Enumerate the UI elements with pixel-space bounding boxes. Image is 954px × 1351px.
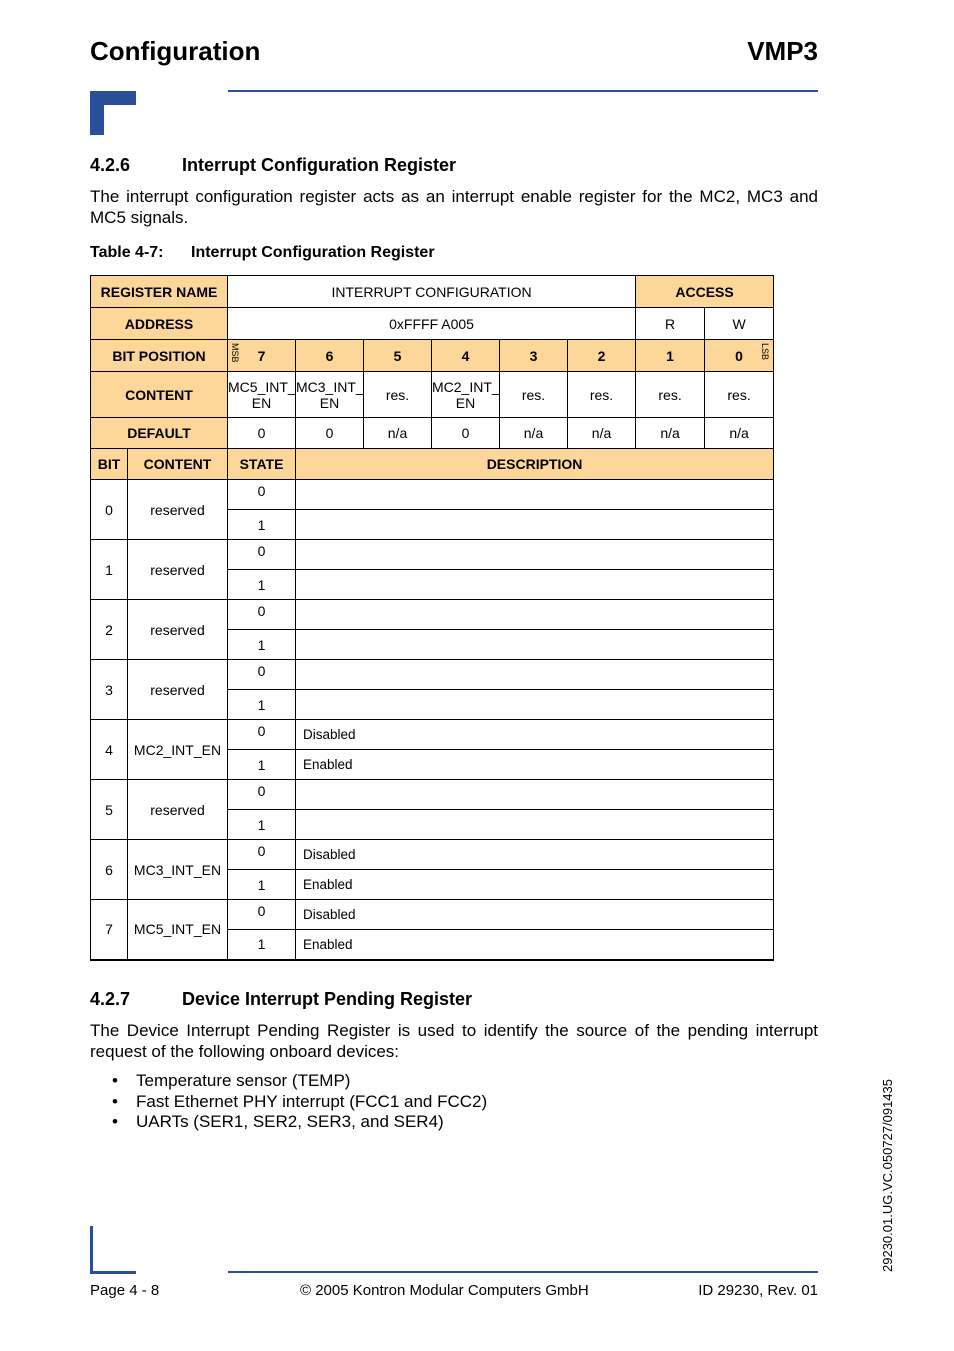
default-bit-6: 0 xyxy=(296,418,364,449)
bit-number: 1 xyxy=(91,540,128,600)
content-bit-1: res. xyxy=(636,372,705,418)
description-1: Enabled xyxy=(296,870,774,900)
description-0 xyxy=(296,660,774,690)
content-bit-2: res. xyxy=(568,372,636,418)
content-label: CONTENT xyxy=(91,372,228,418)
content-bit-5: res. xyxy=(364,372,432,418)
state-0: 0 xyxy=(228,720,296,750)
state-0: 0 xyxy=(228,480,296,510)
bit-content: MC2_INT_EN xyxy=(128,720,228,780)
bit-position-label: BIT POSITION xyxy=(91,340,228,372)
bit-rows xyxy=(91,480,774,960)
section-number-2: 4.2.7 xyxy=(90,989,131,1009)
register-table xyxy=(90,275,774,961)
list-item: • UARTs (SER1, SER2, SER3, and SER4) xyxy=(112,1112,487,1133)
default-bit-2: n/a xyxy=(568,418,636,449)
bit-content: reserved xyxy=(128,480,228,540)
list-item: • Temperature sensor (TEMP) xyxy=(112,1071,487,1092)
address-value: 0xFFFF A005 xyxy=(228,308,636,340)
state-1: 1 xyxy=(228,510,296,540)
state-0: 0 xyxy=(228,900,296,930)
table-row xyxy=(91,660,774,690)
bit-number: 2 xyxy=(91,600,128,660)
register-name-label: REGISTER NAME xyxy=(91,276,228,308)
chapter-title: Configuration xyxy=(90,36,261,66)
content-bit-4: MC2_INT_ EN xyxy=(432,372,500,418)
bit-5: 5 xyxy=(364,340,432,372)
state-1: 1 xyxy=(228,810,296,840)
document-code: 29230.01.UG.VC.050727/091435 xyxy=(880,1079,895,1272)
bit-content: reserved xyxy=(128,780,228,840)
description-1 xyxy=(296,690,774,720)
content-bit-0: res. xyxy=(705,372,774,418)
col-state-header: STATE xyxy=(228,449,296,480)
bit-content: reserved xyxy=(128,600,228,660)
table-row xyxy=(91,540,774,570)
header-rule xyxy=(228,90,818,92)
table-row xyxy=(91,900,774,930)
section-heading-2 xyxy=(90,989,472,1010)
col-description-header: DESCRIPTION xyxy=(296,449,774,480)
state-0: 0 xyxy=(228,840,296,870)
bit-7 xyxy=(228,340,296,372)
description-0: Disabled xyxy=(296,900,774,930)
bit-number: 7 xyxy=(91,900,128,960)
footer-corner-vertical xyxy=(90,1226,93,1274)
footer-rule xyxy=(228,1271,818,1273)
register-name: INTERRUPT CONFIGURATION xyxy=(228,276,636,308)
device-list xyxy=(112,1071,487,1133)
description-0 xyxy=(296,600,774,630)
bit-content: MC3_INT_EN xyxy=(128,840,228,900)
table-row xyxy=(91,720,774,750)
state-1: 1 xyxy=(228,870,296,900)
description-1 xyxy=(296,630,774,660)
bit-number: 3 xyxy=(91,660,128,720)
corner-mark-vertical xyxy=(90,91,104,135)
state-1: 1 xyxy=(228,930,296,960)
state-0: 0 xyxy=(228,660,296,690)
section-title: Interrupt Configuration Register xyxy=(182,155,456,175)
bit-number: 6 xyxy=(91,840,128,900)
product-name: VMP3 xyxy=(747,36,818,66)
state-1: 1 xyxy=(228,690,296,720)
state-0: 0 xyxy=(228,540,296,570)
access-read: R xyxy=(636,308,705,340)
section-body: The interrupt configuration register acts as an interrupt enable register for the MC2, MC3 and MC5 signals. xyxy=(90,187,818,227)
description-0 xyxy=(296,480,774,510)
lsb-label: LSB xyxy=(760,343,771,361)
table-row xyxy=(91,480,774,510)
address-label: ADDRESS xyxy=(91,308,228,340)
table-row xyxy=(91,840,774,870)
bit-0-label: 0 xyxy=(735,347,743,364)
content-bit-7: MC5_INT_ EN xyxy=(228,372,296,418)
state-1: 1 xyxy=(228,630,296,660)
bit-number: 5 xyxy=(91,780,128,840)
description-1 xyxy=(296,510,774,540)
state-0: 0 xyxy=(228,600,296,630)
bit-content: reserved xyxy=(128,540,228,600)
document-id: ID 29230, Rev. 01 xyxy=(698,1282,818,1299)
bit-4: 4 xyxy=(432,340,500,372)
page-number: Page 4 - 8 xyxy=(90,1282,160,1299)
col-bit-header: BIT xyxy=(91,449,128,480)
bit-3: 3 xyxy=(500,340,568,372)
description-0 xyxy=(296,780,774,810)
bit-2: 2 xyxy=(568,340,636,372)
section-body-2: The Device Interrupt Pending Register is used to identify the source of the pending interrupt request of the following onboard devices: xyxy=(90,1021,818,1061)
default-bit-4: 0 xyxy=(432,418,500,449)
default-bit-1: n/a xyxy=(636,418,705,449)
table-row xyxy=(91,600,774,630)
table-caption xyxy=(90,244,435,262)
content-bit-3: res. xyxy=(500,372,568,418)
description-0: Disabled xyxy=(296,840,774,870)
table-row xyxy=(91,780,774,810)
access-label: ACCESS xyxy=(636,276,774,308)
description-1: Enabled xyxy=(296,750,774,780)
table-caption-label: Table 4-7: xyxy=(90,244,164,261)
copyright: © 2005 Kontron Modular Computers GmbH xyxy=(300,1282,589,1299)
bit-1: 1 xyxy=(636,340,705,372)
bit-7-label: 7 xyxy=(257,347,266,364)
description-0 xyxy=(296,540,774,570)
state-1: 1 xyxy=(228,570,296,600)
bit-number: 0 xyxy=(91,480,128,540)
bit-content: reserved xyxy=(128,660,228,720)
footer-corner xyxy=(90,1271,136,1274)
list-item: • Fast Ethernet PHY interrupt (FCC1 and FCC2) xyxy=(112,1092,487,1113)
section-number: 4.2.6 xyxy=(90,155,131,175)
bit-6: 6 xyxy=(296,340,364,372)
default-bit-3: n/a xyxy=(500,418,568,449)
default-bit-5: n/a xyxy=(364,418,432,449)
col-content-header: CONTENT xyxy=(128,449,228,480)
description-1 xyxy=(296,810,774,840)
bit-number: 4 xyxy=(91,720,128,780)
table-caption-title: Interrupt Configuration Register xyxy=(191,244,435,261)
section-title-2: Device Interrupt Pending Register xyxy=(182,989,473,1009)
description-0: Disabled xyxy=(296,720,774,750)
default-bit-0: n/a xyxy=(705,418,774,449)
bit-0 xyxy=(705,340,774,372)
default-bit-7: 0 xyxy=(228,418,296,449)
default-label: DEFAULT xyxy=(91,418,228,449)
bit-content: MC5_INT_EN xyxy=(128,900,228,960)
state-0: 0 xyxy=(228,780,296,810)
section-heading xyxy=(90,155,456,176)
state-1: 1 xyxy=(228,750,296,780)
description-1 xyxy=(296,570,774,600)
content-bit-6: MC3_INT_ EN xyxy=(296,372,364,418)
description-1: Enabled xyxy=(296,930,774,960)
access-write: W xyxy=(705,308,774,340)
msb-label: MSB xyxy=(230,343,240,363)
